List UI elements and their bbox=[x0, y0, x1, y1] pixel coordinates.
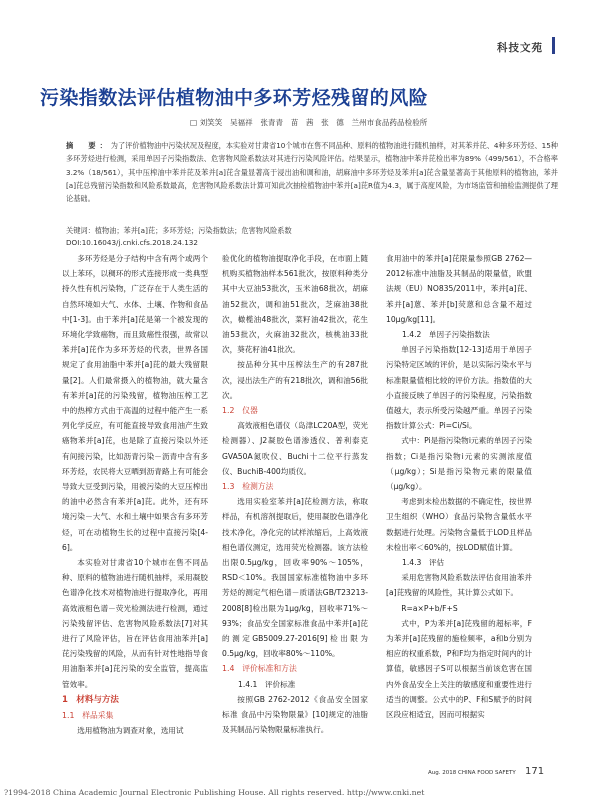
paragraph: 验优化的植物油提取净化手段，在市面上随机购买植物油样本561批次，按原料种类分其中大豆油53批次，玉米油68批次，胡麻油52批次，调和油51批次，芝麻油38批次，橄榄油48批次，菜籽油42批次，花生油53批次，火麻油32批次，核桃油33批次，葵花籽油41批次。 bbox=[222, 254, 368, 355]
section-tag: 科技文苑 bbox=[497, 42, 543, 54]
paragraph: 食用油中的苯并[a]芘限量参照GB 2762—2012标准中油脂及其制品的限量值，欧盟法规（EU）NO835/2011中，苯并[a]芘、苯并[a]蒽、苯并[b]荧蒽和总含量不超过10μg/kg[11]。 bbox=[386, 254, 532, 324]
footer-issue: Aug. 2018 CHINA FOOD SAFETY bbox=[428, 770, 516, 776]
paragraph: 高效液相色谱仪（岛津LC20A型，荧光检测器）、J2凝胶色谱渗透仪、普利泰克GVA50A氮吹仪、Buchi十二位平行蒸发仪、BuchiB-400均质仪。 bbox=[222, 421, 368, 476]
sub-subsection-heading: 1.4.1 评价标准 bbox=[238, 679, 296, 689]
abstract-label: 摘 要： bbox=[66, 141, 111, 150]
authors-line: □ 刘笑笑 吴福祥 张青青 苗 茜 张 德 兰州市食品药品检验所 bbox=[190, 118, 428, 127]
paragraph: 多环芳烃是分子结构中含有两个或两个以上苯环，以稠环的形式连接形成一类典型持久性有机污染物，广泛存在于人类生活的自然环境如大气、水体、土壤、作物和食品中[1-3]。由于苯并[a]芘是第一个被发现的环境化学致癌物，而且致癌性很强，故常以苯并[a]芘作为多环芳烃的代表，世界各国规定了食用油脂中苯并[a]芘的最大残留限量[2]。人们最常摄入的植物油，就大量含有苯并[a]芘的污染残留，植物油压榨工艺中的热榨方式由于高温的过程中能产生一系列化学反应，有可能直接导致食用油产生致癌物苯并[a]芘，也是除了直接污染以外还有间接污染，比如沥青污染－沥青中含有多环芳烃，农民将大豆晒到沥青路上有可能会导致大豆受到污染，用被污染的大豆压榨出的油中必然含有苯并[a]芘。此外，还有环境污染－大气、水和土壤中如果含有多环芳烃，可在动植物生长的过程中直接污染[4-6]。 bbox=[62, 254, 208, 552]
column-2 bbox=[222, 251, 368, 738]
section-bar bbox=[552, 37, 555, 54]
article-title: 污染指数法评估植物油中多环芳烃残留的风险 bbox=[40, 87, 429, 109]
abstract-text: 为了评价植物油中污染状况及程度，本实验对甘肃省10个城市在售不同品种、原料的植物油进行随机抽样，对其苯并芘、4种多环芳烃、15种多环芳烃进行检测，采用单因子污染指数法、危害物风险系数法对其进行污染风险评估。结果显示，植物油中苯并芘检出率为89%（499/561），不合格率3.2%（18/561），其中压榨油中苯并芘及苯并[a]芘含量显著高于浸出油和调和油，胡麻油中多环芳烃及苯并[a]芘含量显著高于其他原料的植物油，苯并[a]芘总残留污染指数和风险系数最高，危害物风险系数法计算可知此次抽检植物油中苯并[a]芘R值为4.3，属于高度风险，为市场监管和抽检监测提供了理论基础。 bbox=[66, 141, 558, 204]
column-3 bbox=[386, 251, 532, 722]
paragraph: 式中：Pi是指污染物i元素的单因子污染指数；Ci是指污染物i元素的实测浓度值（μg/kg）；Si是指污染物元素的限量值（μg/kg）。 bbox=[386, 436, 532, 492]
paragraph: 按品种分其中压榨法生产的有287批次，浸出法生产的有218批次，调和油56批次。 bbox=[222, 360, 368, 400]
paragraph: 单因子污染指数[12-13]适用于单因子污染特定区域的评价，是以实际污染水平与标准限量值相比较的评价方法。指数值的大小直接反映了单因子的污染程度，污染指数值越大，表示所受污染越严重。单因子污染指数计算公式：Pi=Ci/Si。 bbox=[386, 345, 532, 431]
paragraph: 考虑到未检出数据的不确定性，按世界卫生组织（WHO）食品污染物含量低水平数据进行处理。污染物含量低于LOD且样品未检出率＜60%的，按LOD赋值计算。 bbox=[386, 497, 532, 552]
abstract bbox=[66, 139, 558, 205]
paragraph: 式中，P为苯并[a]芘残留的超标率，F为苯并[a]芘残留的施检频率，a和b分别为相应的权重系数，P和F均为指定时间内的计算值，敏感因子S可以根据当前该危害在国内外食品安全上关注的敏感度和重要性进行适当的调整。公式中的P、F和S赋予的时间区段应相适宜，因而可根据实 bbox=[386, 618, 532, 720]
page-number: 171 bbox=[525, 766, 545, 777]
subsection-heading: 1.3 检测方法 bbox=[222, 482, 274, 492]
paragraph: 选用实验室苯并[a]芘检测方法，称取样品，有机溶剂提取后，使用凝胶色谱净化技术净化，净化完的试样浓缩后，上高效液相色谱仪测定，选用荧光检测器。该方法检出限0.5μg/kg，回收率90%～105%，RSD＜10%。我国国家标准植物油中多环芳烃的测定气相色谱－质谱法GB/T23213-2008[8]检出限为1μg/kg，回收率71%～93%；食品安全国家标准食品中苯并[a]芘的测定GB5009.27-2016[9]检出限为0.5μg/kg，回收率80%～110%。 bbox=[222, 497, 368, 659]
copyright-line: ?1994-2018 China Academic Journal Electronic Publishing House. All rights reserved. http://www.cnki.net bbox=[4, 788, 425, 797]
paragraph: 本实验对甘肃省10个城市在售不同品种、原料的植物油进行随机抽样，采用凝胶色谱净化技术对植物油进行提取净化，再用高效液相色谱－荧光检测法进行检测，通过污染残留评估、危害物风险系数法[7]对其进行了风险评估，旨在评估食用油苯并[a]芘污染残留的风险，从而有针对性地指导食用油脂苯并[a]芘污染的安全监管，提高监管效率。 bbox=[62, 558, 208, 689]
subsection-heading: 1.1 样品采集 bbox=[62, 710, 114, 720]
column-1 bbox=[62, 251, 208, 738]
section-heading: 1 材料与方法 bbox=[62, 694, 119, 705]
paragraph: 采用危害物风险系数法评估食用油苯并[a]芘残留的风险性，其计算公式如下。 bbox=[386, 573, 532, 598]
paragraph: 选用植物油为调查对象，选用试 bbox=[77, 726, 184, 736]
paragraph: 按照GB 2762-2012《食品安全国家标准 食品中污染物限量》[10]规定的油脂及其制品污染物限量标准执行。 bbox=[222, 694, 368, 735]
keywords: 关键词：植物油；苯并[a]芘；多环芳烃；污染指数法；危害物风险系数 bbox=[66, 226, 292, 235]
subsection-heading: 1.4 评价标准和方法 bbox=[222, 664, 297, 674]
sub-subsection-heading: 1.4.3 评估 bbox=[402, 558, 445, 568]
sub-subsection-heading: 1.4.2 单因子污染指数法 bbox=[402, 330, 490, 340]
doi: DOI:10.16043/j.cnki.cfs.2018.24.132 bbox=[66, 238, 198, 247]
subsection-heading: 1.2 仪器 bbox=[222, 406, 258, 416]
formula: R=a×P+b/F+S bbox=[401, 603, 458, 613]
